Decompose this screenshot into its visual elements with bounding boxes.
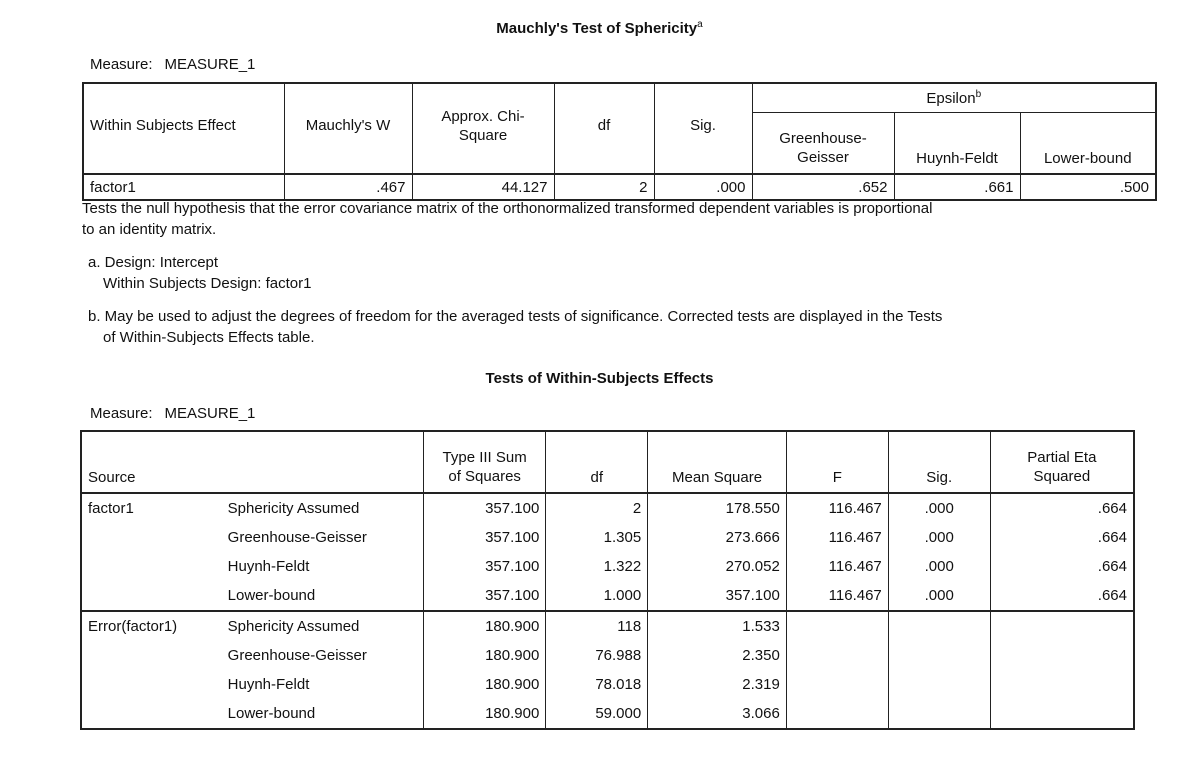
cell-source [81,523,222,552]
cell-mean-square: 2.319 [648,670,787,699]
mauchly-table [82,82,1157,201]
mauchly-measure-value: MEASURE_1 [164,56,256,73]
header-df: df [554,83,654,174]
header-huynh-feldt: Huynh-Feldt [894,113,1020,175]
cell-sig: .000 [888,552,990,581]
effects-measure [90,405,255,422]
cell-correction: Huynh-Feldt [222,552,424,581]
cell-mauchlys-w: .467 [284,174,412,200]
cell-f: 116.467 [786,581,888,611]
header-f: F [786,431,888,493]
cell-correction: Sphericity Assumed [222,611,424,641]
cell-partial-eta-squared: .664 [990,493,1134,523]
mauchly-header-row-1 [83,83,1156,113]
table-row [81,581,1134,611]
cell-huynh-feldt: .661 [894,174,1020,200]
header-mean-square: Mean Square [648,431,787,493]
cell-mean-square: 178.550 [648,493,787,523]
table-row [81,493,1134,523]
cell-correction: Lower-bound [222,699,424,729]
cell-partial-eta-squared: .664 [990,552,1134,581]
table-row [81,611,1134,641]
cell-source: Error(factor1) [81,611,222,641]
cell-source [81,699,222,729]
header-sig: Sig. [654,83,752,174]
mauchly-measure-label: Measure: [90,56,153,73]
table-row [83,174,1156,200]
header-df: df [546,431,648,493]
cell-df: 1.305 [546,523,648,552]
cell-sig: .000 [654,174,752,200]
cell-df: 118 [546,611,648,641]
cell-f: 116.467 [786,493,888,523]
cell-partial-eta-squared: .664 [990,523,1134,552]
cell-mean-square: 2.350 [648,641,787,670]
cell-f [786,699,888,729]
effects-header-row [81,431,1134,493]
cell-df: 2 [554,174,654,200]
cell-effect: factor1 [83,174,284,200]
cell-f: 116.467 [786,552,888,581]
header-mauchlys-w: Mauchly's W [284,83,412,174]
cell-sig [888,699,990,729]
cell-f [786,611,888,641]
cell-chi-square: 44.127 [412,174,554,200]
cell-mean-square: 3.066 [648,699,787,729]
cell-partial-eta-squared: .664 [990,581,1134,611]
cell-source: factor1 [81,493,222,523]
table-row [81,670,1134,699]
cell-type-iii-sum-of-squares: 357.100 [423,581,545,611]
cell-correction: Lower-bound [222,581,424,611]
cell-source [81,670,222,699]
cell-type-iii-sum-of-squares: 180.900 [423,699,545,729]
header-sig: Sig. [888,431,990,493]
header-partial-eta-squared: Partial Eta Squared [990,431,1134,493]
cell-df: 78.018 [546,670,648,699]
footnote-b: b. May be used to adjust the degrees of freedom for the averaged tests of significance. Corrected tests are displayed in the Tests of Within-Subjects Effects table. [88,308,943,346]
cell-source [81,641,222,670]
header-type-iii-sum-of-squares: Type III Sum of Squares [423,431,545,493]
epsilon-footnote-marker: b [975,88,982,100]
cell-type-iii-sum-of-squares: 357.100 [423,523,545,552]
cell-df: 76.988 [546,641,648,670]
cell-partial-eta-squared [990,611,1134,641]
cell-df: 1.322 [546,552,648,581]
cell-type-iii-sum-of-squares: 180.900 [423,670,545,699]
cell-correction: Greenhouse-Geisser [222,523,424,552]
cell-lower-bound: .500 [1020,174,1156,200]
cell-correction: Huynh-Feldt [222,670,424,699]
mauchly-note: Tests the null hypothesis that the error covariance matrix of the orthonormalized transformed dependent variables is proportional to an identity matrix. [82,200,933,238]
cell-type-iii-sum-of-squares: 180.900 [423,641,545,670]
cell-mean-square: 1.533 [648,611,787,641]
cell-source [81,581,222,611]
header-within-subjects-effect: Within Subjects Effect [83,83,284,174]
cell-sig [888,641,990,670]
cell-type-iii-sum-of-squares: 180.900 [423,611,545,641]
cell-greenhouse-geisser: .652 [752,174,894,200]
effects-measure-value: MEASURE_1 [164,405,256,422]
mauchly-measure [90,56,255,73]
cell-f [786,670,888,699]
cell-sig: .000 [888,493,990,523]
header-lower-bound: Lower-bound [1020,113,1156,175]
cell-type-iii-sum-of-squares: 357.100 [423,552,545,581]
cell-partial-eta-squared [990,699,1134,729]
effects-body [81,493,1134,729]
cell-sig [888,670,990,699]
table-row [81,552,1134,581]
header-approx-chi-square: Approx. Chi- Square [412,83,554,174]
effects-measure-label: Measure: [90,405,153,422]
cell-sig: .000 [888,581,990,611]
footnote-a: a. Design: Intercept Within Subjects Design: factor1 [88,254,312,292]
cell-correction: Greenhouse-Geisser [222,641,424,670]
cell-mean-square: 270.052 [648,552,787,581]
cell-mean-square: 273.666 [648,523,787,552]
effects-title: Tests of Within-Subjects Effects [485,370,714,387]
table-row [81,523,1134,552]
cell-f [786,641,888,670]
cell-df: 2 [546,493,648,523]
cell-mean-square: 357.100 [648,581,787,611]
cell-partial-eta-squared [990,641,1134,670]
header-source: Source [81,431,423,493]
mauchly-title: Mauchly's Test of Sphericity$^a$ [496,19,703,37]
table-row [81,699,1134,729]
cell-f: 116.467 [786,523,888,552]
mauchly-title-footnote-marker: a [697,19,703,30]
effects-table [80,430,1135,730]
header-greenhouse-geisser: Greenhouse- Geisser [752,113,894,175]
cell-sig [888,611,990,641]
cell-source [81,552,222,581]
table-row [81,641,1134,670]
cell-correction: Sphericity Assumed [222,493,424,523]
cell-df: 1.000 [546,581,648,611]
cell-partial-eta-squared [990,670,1134,699]
cell-sig: .000 [888,523,990,552]
header-epsilon: Epsilon$^b$ [752,83,1156,113]
cell-df: 59.000 [546,699,648,729]
cell-type-iii-sum-of-squares: 357.100 [423,493,545,523]
